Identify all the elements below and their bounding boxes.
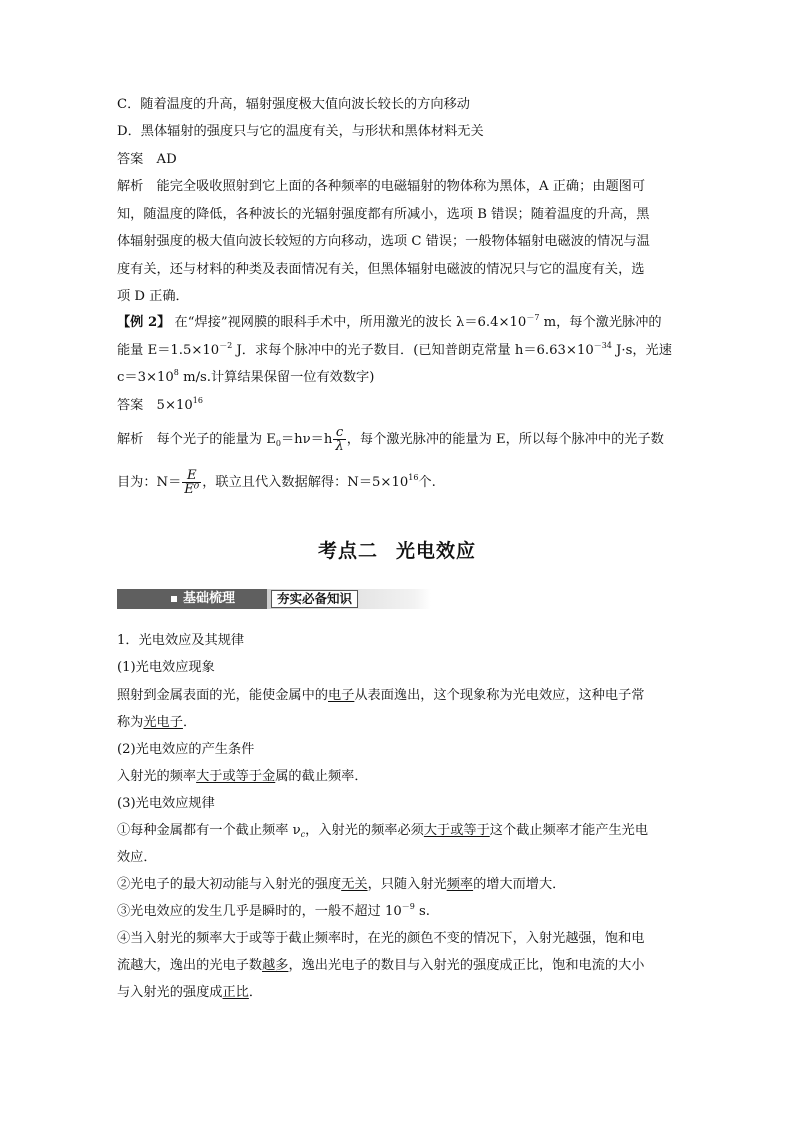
example-2-q2-exp: －2 <box>219 341 233 350</box>
answer-2 <box>117 397 203 415</box>
analysis-2-d: 目为：N＝ <box>117 475 182 490</box>
fraction-numerator: c <box>333 426 345 440</box>
text: ． <box>248 985 263 1000</box>
text: ③光电效应的发生几乎是瞬时的，一般不超过 10 <box>117 904 402 919</box>
analysis-1-line-1: 解析 能完全吸收照射到它上面的各种频率的电磁辐射的物体称为黑体，A 正确；由题图可 <box>117 179 646 194</box>
text: 属的截止频率． <box>275 769 368 784</box>
example-2-q2-a: 能量 E＝1.5×10 <box>117 343 220 358</box>
text: ①每种金属都有一个截止频率 ν <box>117 823 301 838</box>
analysis-2-c: ，每个激光脉冲的能量为 E，所以每个脉冲中的光子数 <box>346 432 664 447</box>
example-2-q2-exp2: －34 <box>593 341 612 350</box>
example-2-q3-exp: 8 <box>173 368 179 377</box>
underlined-term: 光电子 <box>143 715 183 730</box>
underlined-term: 越多 <box>262 958 289 973</box>
analysis-1-line-3: 体辐射强度的极大值向波长较短的方向移动，选项 C 错误；一般物体辐射电磁波的情况与温 <box>117 234 650 249</box>
rule-4-cont-1 <box>117 957 645 975</box>
text: 入射光的频率 <box>117 769 197 784</box>
text: s. <box>414 904 430 919</box>
analysis-2-line-1 <box>117 425 664 455</box>
banner-label: 基础梳理 <box>183 591 236 606</box>
rule-2 <box>117 876 565 894</box>
fraction-c-over-lambda <box>333 426 345 453</box>
example-2-q3-b: m/s.计算结果保留一位有效数字) <box>178 370 375 385</box>
text: ． <box>182 715 197 730</box>
text: ，逸出光电子的数目与入射光的强度成正比，饱和电流的大小 <box>288 958 645 973</box>
underlined-term: 大于或等于 <box>423 823 490 838</box>
heading-1-2: (2)光电效应的产生条件 <box>117 742 255 757</box>
rule-4-cont-2 <box>117 984 262 1002</box>
option-c: C．随着温度的升高，辐射强度极大值向波长较长的方向移动 <box>117 97 470 112</box>
analysis-2-b: ＝hν＝h <box>280 432 333 447</box>
example-2-q3-a: c＝3×10 <box>117 370 174 385</box>
superscript: －9 <box>401 902 415 911</box>
analysis-2-f: 个. <box>418 475 436 490</box>
fraction-denominator: E⁰ <box>184 482 200 497</box>
example-2-line-3 <box>117 369 374 387</box>
analysis-2-a: 解析 每个光子的能量为 E <box>117 432 276 447</box>
example-2-q2-b: J．求每个脉冲中的光子数目．(已知普朗克常量 h＝6.63×10 <box>232 343 594 358</box>
banner-tag: 夯实必备知识 <box>271 590 358 608</box>
underlined-term: 电子 <box>328 688 355 703</box>
option-d: D．黑体辐射的强度只与它的温度有关，与形状和黑体材料无关 <box>117 124 484 139</box>
fraction-denominator: λ <box>335 439 344 454</box>
answer-1: 答案 AD <box>117 152 177 167</box>
example-2-line-2 <box>117 342 672 360</box>
section-banner <box>117 587 431 613</box>
analysis-2-sub: 0 <box>275 439 281 448</box>
heading-1-3: (3)光电效应规律 <box>117 796 215 811</box>
heading-1-1: (1)光电效应现象 <box>117 660 215 675</box>
text: 的增大而增大． <box>473 877 566 892</box>
underlined-term: 频率 <box>446 877 474 892</box>
paragraph-2 <box>117 768 368 786</box>
example-2-q2-c: J·s，光速 <box>611 343 672 358</box>
paragraph-1 <box>117 687 645 705</box>
analysis-1-line-5: 项 D 正确． <box>117 289 189 304</box>
heading-1: 1．光电效应及其规律 <box>117 633 245 648</box>
section-title <box>0 536 794 563</box>
rule-1-cont: 效应． <box>117 850 157 865</box>
example-2-q1-exp: －7 <box>526 313 540 322</box>
rule-1 <box>117 822 648 840</box>
square-bullet-icon <box>171 596 177 602</box>
underlined-term: 无关 <box>341 877 368 892</box>
rule-4: ④当入射光的频率大于或等于截止频率时，在光的颜色不变的情况下，入射光越强，饱和电 <box>117 931 645 946</box>
subscript: c <box>300 830 306 839</box>
text: 称为 <box>117 715 144 730</box>
analysis-2-exp: 16 <box>408 473 419 482</box>
example-2-q1-b: m，每个激光脉冲的 <box>539 315 662 330</box>
text: ②光电子的最大初动能与入射光的强度 <box>117 877 342 892</box>
analysis-1-line-4: 度有关，还与材料的种类及表面情况有关，但黑体辐射电磁波的情况只与它的温度有关，选 <box>117 262 645 277</box>
answer-2-text: 答案 5×10 <box>117 398 193 413</box>
text: 这个截止频率才能产生光电 <box>489 823 649 838</box>
answer-2-exp: 16 <box>192 396 203 405</box>
analysis-2-line-2 <box>117 468 436 498</box>
text: ，入射光的频率必须 <box>305 823 424 838</box>
example-2-line-1 <box>117 314 662 332</box>
rule-3 <box>117 903 430 921</box>
example-2-q1-a: 在“焊接”视网膜的眼科手术中，所用激光的波长 λ＝6.4×10 <box>174 315 527 330</box>
text: 照射到金属表面的光，能使金属中的 <box>117 688 328 703</box>
underlined-term: 大于或等于金 <box>196 769 276 784</box>
analysis-1-line-2: 知，随温度的降低，各种波长的光辐射强度都有所减小，选项 B 错误；随着温度的升高，黑 <box>117 207 650 222</box>
underlined-term: 正比 <box>222 985 249 1000</box>
text: 从表面逸出，这个现象称为光电效应，这种电子常 <box>354 688 645 703</box>
example-2-label: 【例 2】 <box>117 315 171 330</box>
fraction-numerator: E <box>182 469 201 483</box>
text: 与入射光的强度成 <box>117 985 223 1000</box>
fraction-e-over-e0 <box>182 469 201 496</box>
text: 流越大，逸出的光电子数 <box>117 958 263 973</box>
text: ，只随入射光 <box>367 877 447 892</box>
section-title-text: 光电效应 <box>396 540 477 562</box>
paragraph-1-cont <box>117 714 196 732</box>
section-title-number: 考点二 <box>317 540 378 562</box>
analysis-2-e: ，联立且代入数据解得：N＝5×10 <box>202 475 409 490</box>
